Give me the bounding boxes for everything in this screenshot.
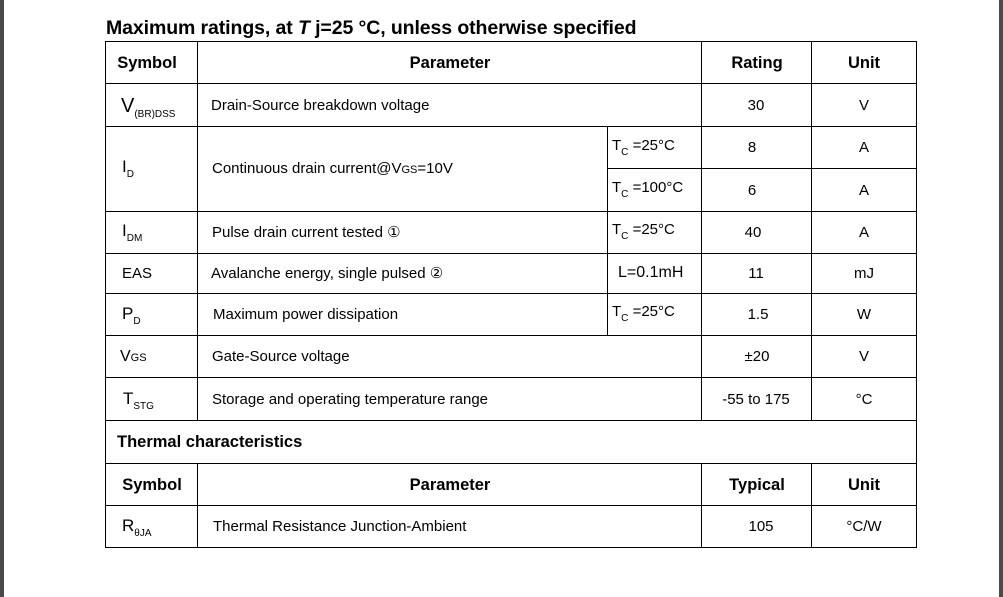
unit-id-25c: A: [858, 139, 870, 156]
cond-idm: $T_C =25^\circ C$: [612, 221, 675, 242]
cond-id-25c: $T_C =25^\circ C$: [612, 137, 675, 158]
param-id: Continuous drain current@VGS=10V: [212, 160, 453, 177]
symbol-rthja: $R_{\theta JA}$: [122, 516, 152, 539]
unit-vgs: V: [858, 348, 870, 365]
thermal-header-symbol: Symbol: [122, 476, 182, 494]
param-vgs: Gate-Source voltage: [212, 348, 350, 365]
rating-id-25c: 8: [747, 139, 757, 156]
typical-rthja: 105: [748, 518, 774, 535]
param-pd: Maximum power dissipation: [213, 306, 399, 323]
rating-vgs: ±20: [744, 348, 770, 365]
param-vbrdss: Drain-Source breakdown voltage: [211, 97, 430, 114]
thermal-header-typical: Typical: [729, 476, 785, 494]
symbol-idm: $I_{DM}$: [122, 221, 143, 244]
unit-pd: W: [856, 306, 872, 323]
symbol-vgs: VGS: [120, 348, 147, 365]
rating-vbrdss: 30: [747, 97, 765, 114]
symbol-id: $I_D$: [122, 157, 134, 180]
param-tstg: Storage and operating temperature range: [212, 391, 489, 408]
rating-pd: 1.5: [747, 306, 769, 323]
unit-eas: mJ: [854, 265, 874, 282]
rating-tstg: -55 to 175: [722, 391, 790, 408]
unit-rthja: °C/W: [846, 518, 882, 535]
window-edge-right: [999, 0, 1003, 597]
unit-tstg: °C: [855, 391, 873, 408]
rating-eas: 11: [748, 265, 764, 282]
unit-idm: A: [858, 224, 870, 241]
symbol-eas: EAS: [122, 265, 153, 282]
cond-eas: L=0.1mH: [618, 264, 684, 281]
unit-id-100c: A: [858, 182, 870, 199]
rating-id-100c: 6: [747, 182, 757, 199]
header-rating: Rating: [731, 54, 783, 72]
symbol-vbrdss: $V_{(BR)DSS}$: [121, 95, 176, 120]
header-unit: Unit: [847, 54, 881, 72]
window-edge-left: [0, 0, 4, 597]
section-title: Maximum ratings, at T j=25 °C, unless otherwise specified: [106, 17, 637, 39]
param-idm: Pulse drain current tested ①: [212, 224, 401, 241]
rating-idm: 40: [744, 224, 762, 241]
cond-id-100c: $T_C =100^\circ C$: [612, 179, 684, 200]
thermal-header-unit: Unit: [847, 476, 881, 494]
symbol-pd: $P_D$: [122, 304, 141, 327]
cond-pd: $T_C =25^\circ C$: [612, 303, 675, 324]
header-symbol: Symbol: [117, 54, 177, 72]
thermal-heading: Thermal characteristics: [117, 433, 303, 451]
param-rthja: Thermal Resistance Junction-Ambient: [213, 518, 467, 535]
thermal-header-parameter: Parameter: [409, 476, 491, 494]
header-parameter: Parameter: [409, 54, 491, 72]
symbol-tstg: $T_{STG}$: [123, 389, 154, 412]
param-eas: Avalanche energy, single pulsed ②: [211, 265, 444, 282]
unit-vbrdss: V: [858, 97, 870, 114]
